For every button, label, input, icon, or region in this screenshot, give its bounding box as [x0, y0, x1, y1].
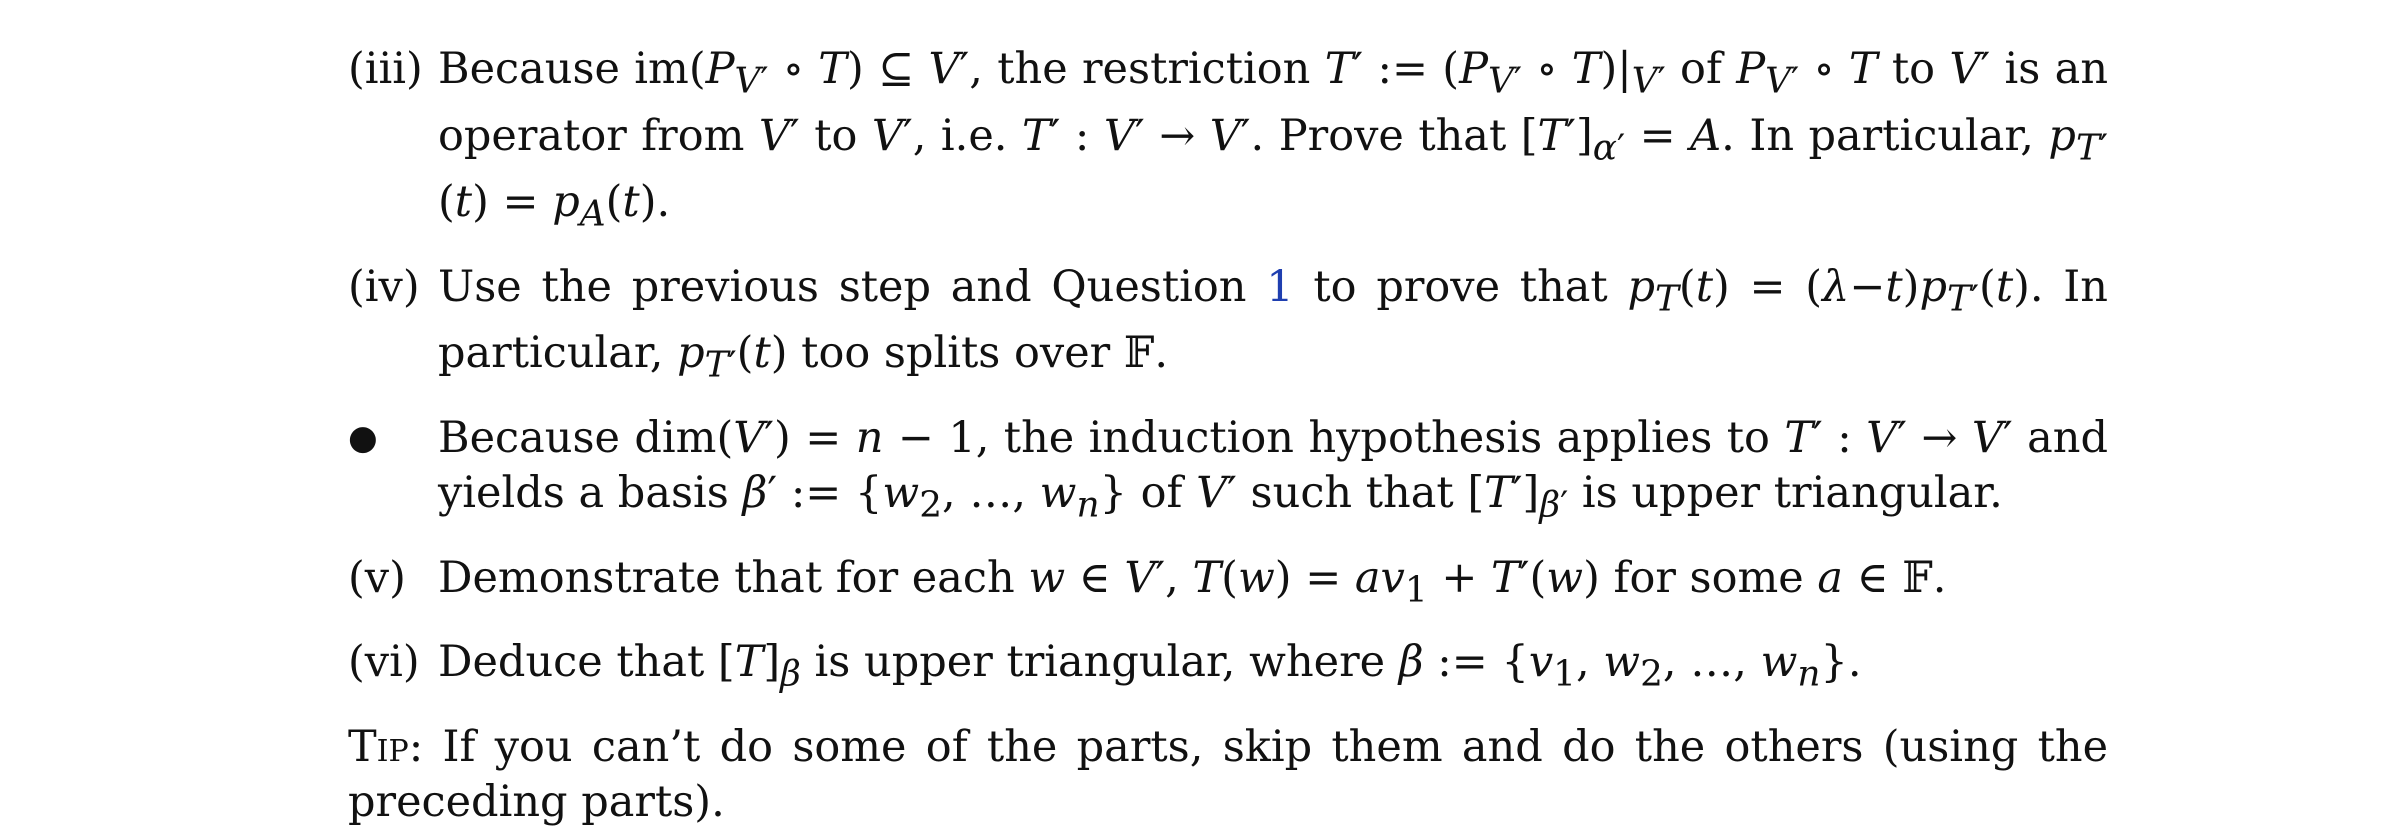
item-label-vi: (vi) [348, 637, 420, 688]
document-body [348, 42, 2108, 830]
item-text-v: Demonstrate that for each w ∈ V′, $T(w) = av_1 + T'(w)$ for some a ∈ 𝔽. [438, 552, 1947, 611]
list-item-bullet [348, 411, 2108, 533]
list-item-iii [348, 42, 2108, 242]
question-ref-link[interactable]: 1 [1266, 261, 1294, 312]
item-label-v: (v) [348, 552, 406, 603]
item-label-iii: (iii) [348, 44, 423, 94]
tip-paragraph: Tip: If you can’t do some of the parts, skip them and do the others (using the preceding parts). [348, 721, 2109, 827]
item-text-bullet: Because dim(V′) = n − 1, the induction hypothesis applies to T′ : V′ → V′ and yields a basis β′ := {$w_2$, …, $w_n$} of V′ such that $[T']_{\beta'}$ is upper triangular. [438, 412, 2108, 526]
list-item-v [348, 551, 2108, 618]
item-text-iv: Use the previous step and Question 1 to prove that $p_T(t) = (\lambda-t)p_{T'}(t)$. In particular, $p_{T'}(t)$ too splits over 𝔽. [438, 261, 2108, 386]
list-item-vi [348, 635, 2108, 702]
list-item-iv [348, 260, 2108, 393]
item-text-vi: Deduce that $[T]_\beta$ is upper triangular, where β := {$v_1$, $w_2$, …, $w_n$}. [438, 637, 1862, 695]
tip-label: Tip [348, 721, 409, 772]
item-text-iii: Because $im(P_{V'}$ ∘ T) ⊆ V′, the restriction T′ := ($P_{V'}$ ∘ $T)|_{V'}$ of $P_{V'}$ ∘ T to V′ is an operator from V′ to V′, i.e. T′ : V′ → V′. Prove that $[T']_{\alpha'} = A$. In particular, $p_{T'}(t) = p_A(t)$. [438, 44, 2109, 235]
bullet-label: ● [348, 417, 378, 458]
item-label-iv: (iv) [348, 261, 420, 312]
tip-text: If you can’t do some of the parts, skip them and do the others (using the preceding parts). [348, 721, 2109, 827]
